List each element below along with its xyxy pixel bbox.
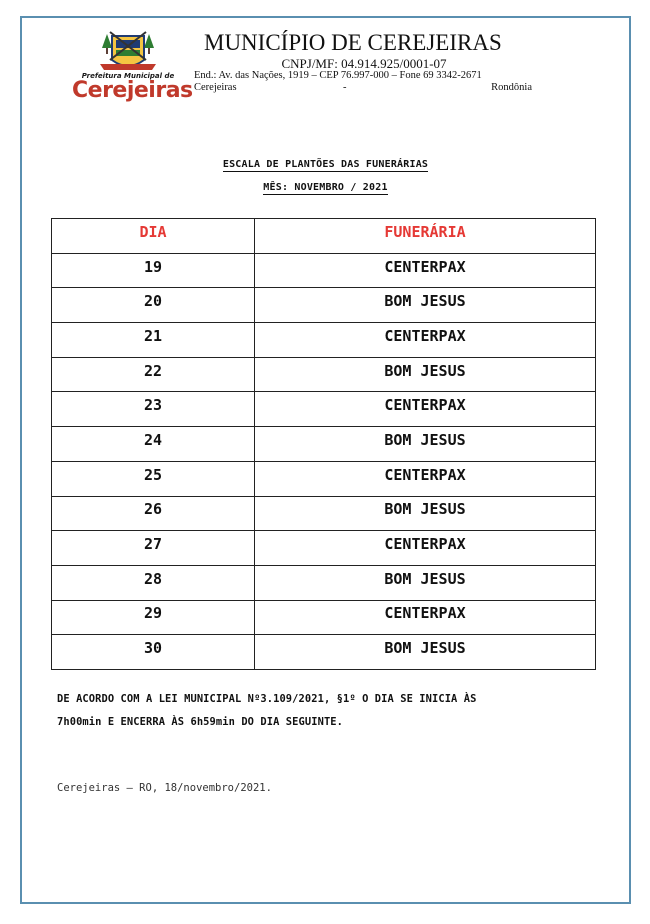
day-cell: 27 (52, 531, 255, 566)
table-row (52, 635, 596, 670)
funeral-home-cell: CENTERPAX (255, 461, 596, 496)
day-cell: 22 (52, 357, 255, 392)
day-cell: 28 (52, 565, 255, 600)
day-cell: 23 (52, 392, 255, 427)
schedule-table (51, 218, 596, 670)
day-cell: 29 (52, 600, 255, 635)
funeral-home-cell: CENTERPAX (255, 531, 596, 566)
funeral-home-cell: CENTERPAX (255, 600, 596, 635)
legal-note (57, 688, 602, 734)
table-row (52, 565, 596, 600)
table-row (52, 496, 596, 531)
month-title (20, 181, 631, 194)
funeral-home-cell: BOM JESUS (255, 635, 596, 670)
table-row (52, 323, 596, 358)
funeral-home-cell: CENTERPAX (255, 253, 596, 288)
table-row (52, 531, 596, 566)
day-cell: 21 (52, 323, 255, 358)
address-line: End.: Av. das Nações, 1919 – CEP 76.997-000 – Fone 69 3342-2671 (194, 70, 482, 81)
document-title-text: ESCALA DE PLANTÕES DAS FUNERÁRIAS (222, 159, 429, 170)
city-state-line (194, 82, 532, 94)
table-row (52, 253, 596, 288)
day-cell: 19 (52, 253, 255, 288)
logo-city-name: Cerejeiras (72, 78, 193, 103)
funeral-home-cell: BOM JESUS (255, 565, 596, 600)
cnpj-line: CNPJ/MF: 04.914.925/0001-07 (281, 56, 447, 71)
legal-note-line-1: DE ACORDO COM A LEI MUNICIPAL Nº3.109/2021, §1º O DIA SE INICIA ÀS (57, 693, 477, 705)
table-row (52, 288, 596, 323)
table-row (52, 427, 596, 462)
state-name: Rondônia (491, 82, 532, 93)
funeral-home-cell: BOM JESUS (255, 357, 596, 392)
day-cell: 25 (52, 461, 255, 496)
funeral-home-cell: CENTERPAX (255, 392, 596, 427)
funeral-home-cell: CENTERPAX (255, 323, 596, 358)
legal-note-line-2: 7h00min E ENCERRA ÀS 6h59min DO DIA SEGUINTE. (57, 716, 344, 728)
day-cell: 30 (52, 635, 255, 670)
column-header-funeraria: FUNERÁRIA (255, 219, 596, 254)
table-row (52, 357, 596, 392)
day-cell: 24 (52, 427, 255, 462)
day-cell: 20 (52, 288, 255, 323)
municipality-title: MUNICÍPIO DE CEREJEIRAS (204, 30, 502, 55)
funeral-home-cell: BOM JESUS (255, 427, 596, 462)
day-cell: 26 (52, 496, 255, 531)
city-name: Cerejeiras (194, 82, 237, 93)
funeral-home-cell: BOM JESUS (255, 288, 596, 323)
table-row (52, 600, 596, 635)
document-title (20, 158, 631, 171)
logo-prefeitura-text: Prefeitura Municipal de (81, 72, 175, 80)
city-separator: - (343, 82, 347, 93)
column-header-dia: DIA (52, 219, 255, 254)
table-header-row (52, 219, 596, 254)
funeral-home-cell: BOM JESUS (255, 496, 596, 531)
table-row (52, 392, 596, 427)
place-date-footer: Cerejeiras – RO, 18/novembro/2021. (57, 782, 272, 794)
table-row (52, 461, 596, 496)
month-title-text: MÊS: NOVEMBRO / 2021 (263, 182, 388, 193)
